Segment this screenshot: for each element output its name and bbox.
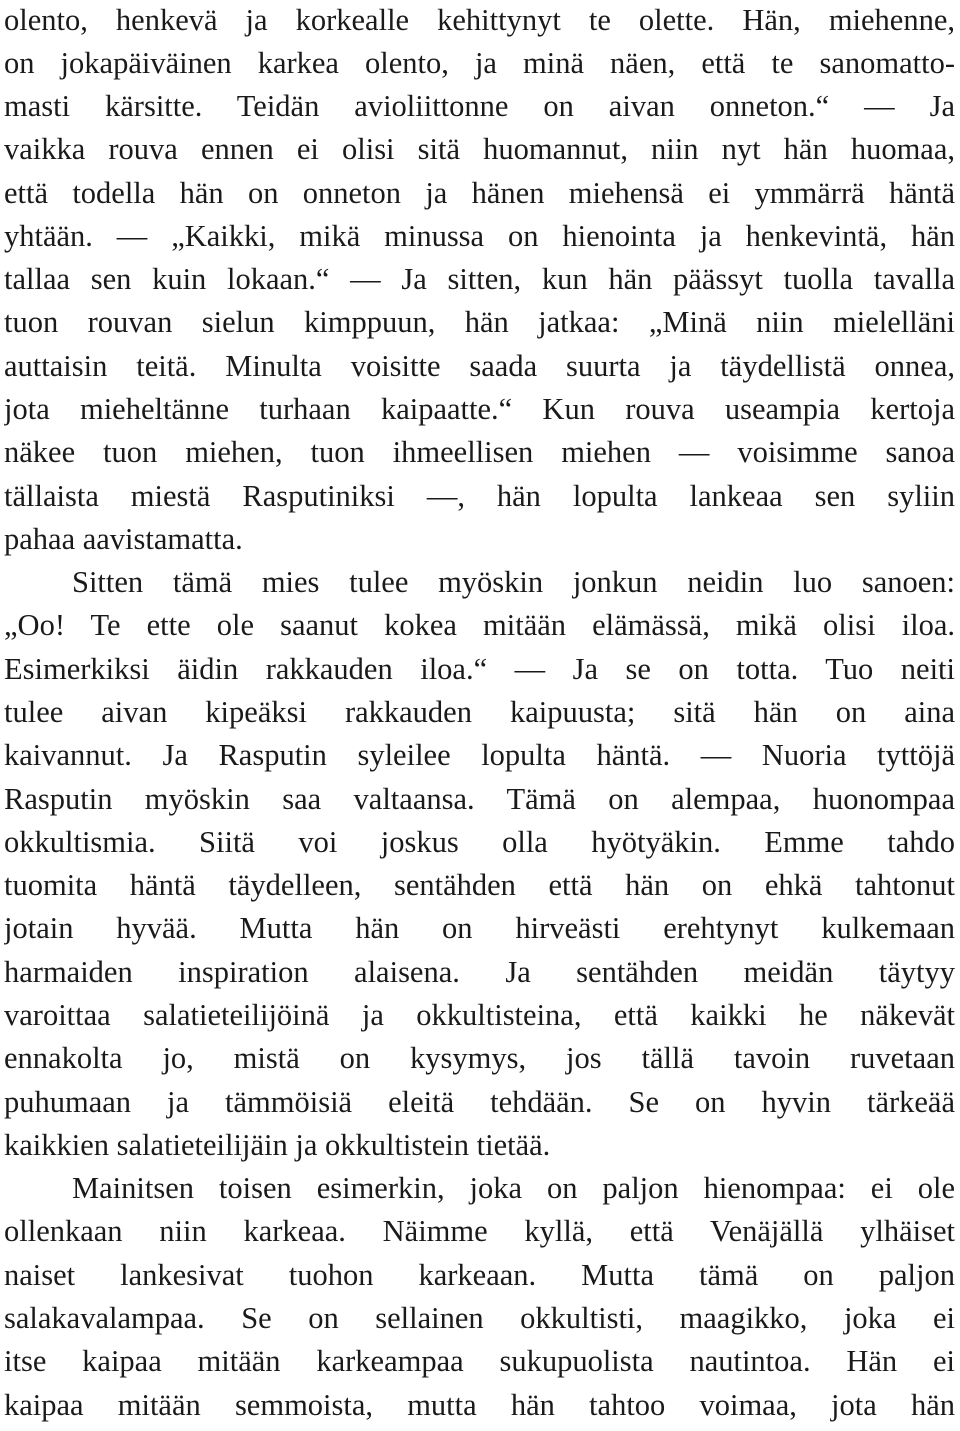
text-line: auttaisin teitä. Minulta voisitte saada suurta ja täydellistä onnea, (4, 349, 955, 383)
text-line: jotain hyvää. Mutta hän on hirveästi erehtynyt kulkemaan (4, 911, 955, 945)
text-line: kaipaa mitään semmoista, mutta hän tahtoo voimaa, jota hän (4, 1388, 955, 1422)
text-line: että todella hän on onneton ja hänen miehensä ei ymmärrä häntä (4, 176, 955, 210)
text-line: Esimerkiksi äidin rakkauden iloa.“ — Ja se on totta. Tuo neiti (4, 652, 955, 686)
text-line: pahaa aavistamatta. (4, 522, 243, 556)
text-line: olento, henkevä ja korkealle kehittynyt te olette. Hän, miehenne, (4, 3, 955, 37)
text-line: näkee tuon miehen, tuon ihmeellisen miehen — voisimme sanoa (4, 435, 955, 469)
text-line: Sitten tämä mies tulee myöskin jonkun neidin luo sanoen: (72, 565, 955, 599)
text-line: tulee aivan kipeäksi rakkauden kaipuusta; sitä hän on aina (4, 695, 955, 729)
text-line: on jokapäiväinen karkea olento, ja minä näen, että te sanomatto- (4, 46, 955, 80)
text-line: Mainitsen toisen esimerkin, joka on paljon hienompaa: ei ole (72, 1171, 955, 1205)
text-line: yhtään. — „Kaikki, mikä minussa on hienointa ja henkevintä, hän (4, 219, 955, 253)
text-line: kaikkien salatieteilijäin ja okkultistein tietää. (4, 1128, 551, 1162)
text-line: tällaista miestä Rasputiniksi —, hän lopulta lankeaa sen syliin (4, 479, 955, 513)
text-line: kaivannut. Ja Rasputin syleilee lopulta häntä. — Nuoria tyttöjä (4, 738, 955, 772)
text-line: „Oo! Te ette ole saanut kokea mitään elämässä, mikä olisi iloa. (4, 608, 955, 642)
text-line: salakavalampaa. Se on sellainen okkultisti, maagikko, joka ei (4, 1301, 955, 1335)
text-line: naiset lankesivat tuohon karkeaan. Mutta tämä on paljon (4, 1258, 955, 1292)
text-line: varoittaa salatieteilijöinä ja okkultisteina, että kaikki he näkevät (4, 998, 955, 1032)
text-line: tuomita häntä täydelleen, sentähden että hän on ehkä tahtonut (4, 868, 955, 902)
text-line: itse kaipaa mitään karkeampaa sukupuolista nautintoa. Hän ei (4, 1344, 955, 1378)
text-line: masti kärsitte. Teidän avioliittonne on aivan onneton.“ — Ja (4, 89, 955, 123)
text-line: okkultismia. Siitä voi joskus olla hyötyäkin. Emme tahdo (4, 825, 955, 859)
text-line: Rasputin myöskin saa valtaansa. Tämä on alempaa, huonompaa (4, 782, 955, 816)
text-line: ollenkaan niin karkeaa. Näimme kyllä, että Venäjällä ylhäiset (4, 1214, 955, 1248)
text-line: vaikka rouva ennen ei olisi sitä huomannut, niin nyt hän huomaa, (4, 132, 955, 166)
text-line: harmaiden inspiration alaisena. Ja sentähden meidän täytyy (4, 955, 955, 989)
text-line: jota mieheltänne turhaan kaipaatte.“ Kun rouva useampia kertoja (4, 392, 955, 426)
text-line: tallaa sen kuin lokaan.“ — Ja sitten, kun hän päässyt tuolla tavalla (4, 262, 955, 296)
text-line: puhumaan ja tämmöisiä eleitä tehdään. Se on hyvin tärkeää (4, 1085, 955, 1119)
text-line: ennakolta jo, mistä on kysymys, jos tällä tavoin ruvetaan (4, 1041, 955, 1075)
text-line: tuon rouvan sielun kimppuun, hän jatkaa: „Minä niin mielelläni (4, 305, 955, 339)
